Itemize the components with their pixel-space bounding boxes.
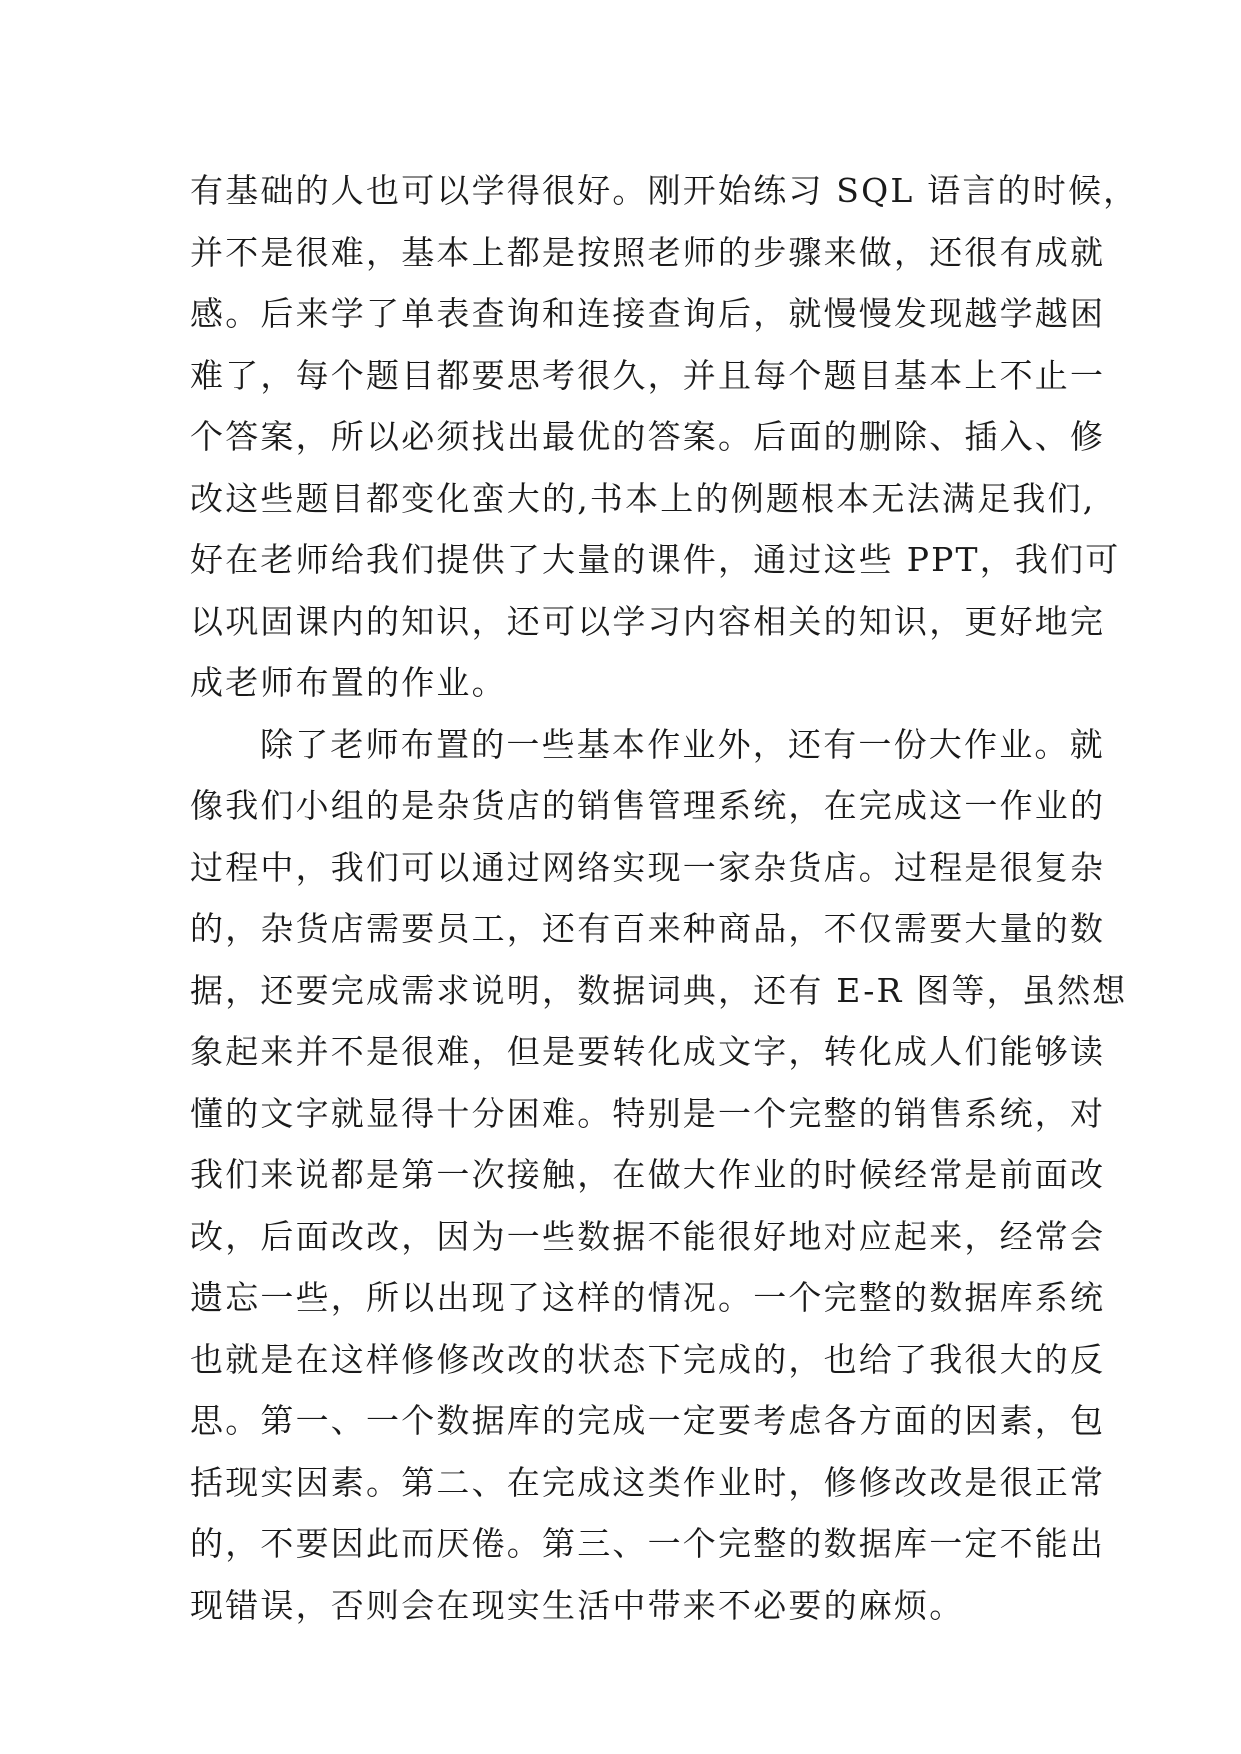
text-line: 过程中，我们可以通过网络实现一家杂货店。过程是很复杂 (190, 847, 1106, 887)
text-line: 难了，每个题目都要思考很久，并且每个题目基本上不止一 (190, 355, 1106, 395)
text-line: 思。第一、一个数据库的完成一定要考虑各方面的因素，包 (190, 1401, 1106, 1440)
body-text (190, 160, 1139, 1636)
text-line: 的，杂货店需要员工，还有百来种商品，不仅需要大量的数 (190, 909, 1106, 948)
text-line: 个答案，所以必须找出最优的答案。后面的删除、插入、修 (190, 417, 1106, 456)
text-line: 改，后面改改，因为一些数据不能很好地对应起来，经常会 (190, 1216, 1106, 1256)
text-line: 并不是很难，基本上都是按照老师的步骤来做，还很有成就 (190, 232, 1106, 272)
text-line: 据，还要完成需求说明，数据词典，还有 E-R 图等，虽然想 (190, 970, 1128, 1010)
paragraph-first-line: 除了老师布置的一些基本作业外，还有一份大作业。就 (260, 724, 1105, 764)
text-line: 也就是在这样修修改改的状态下完成的，也给了我很大的反 (190, 1339, 1106, 1379)
text-line: 的，不要因此而厌倦。第三、一个完整的数据库一定不能出 (190, 1524, 1106, 1563)
text-line: 有基础的人也可以学得很好。刚开始练习 SQL 语言的时候， (190, 171, 1139, 210)
text-line: 以巩固课内的知识，还可以学习内容相关的知识，更好地完 (190, 601, 1106, 641)
text-line: 遗忘一些，所以出现了这样的情况。一个完整的数据库系统 (190, 1278, 1106, 1317)
text-line: 感。后来学了单表查询和连接查询后，就慢慢发现越学越困 (190, 294, 1106, 333)
text-line: 成老师布置的作业。 (190, 663, 507, 702)
text-line: 我们来说都是第一次接触，在做大作业的时候经常是前面改 (190, 1155, 1106, 1194)
text-line: 括现实因素。第二、在完成这类作业时，修修改改是很正常 (190, 1462, 1106, 1502)
text-line: 现错误，否则会在现实生活中带来不必要的麻烦。 (190, 1585, 965, 1625)
text-line: 好在老师给我们提供了大量的课件，通过这些 PPT，我们可 (190, 540, 1121, 579)
text-line: 象起来并不是很难，但是要转化成文字，转化成人们能够读 (190, 1032, 1106, 1071)
text-line: 改这些题目都变化蛮大的,书本上的例题根本无法满足我们, (190, 478, 1096, 518)
text-line: 像我们小组的是杂货店的销售管理系统，在完成这一作业的 (190, 786, 1106, 825)
text-line: 懂的文字就显得十分困难。特别是一个完整的销售系统，对 (190, 1093, 1106, 1133)
